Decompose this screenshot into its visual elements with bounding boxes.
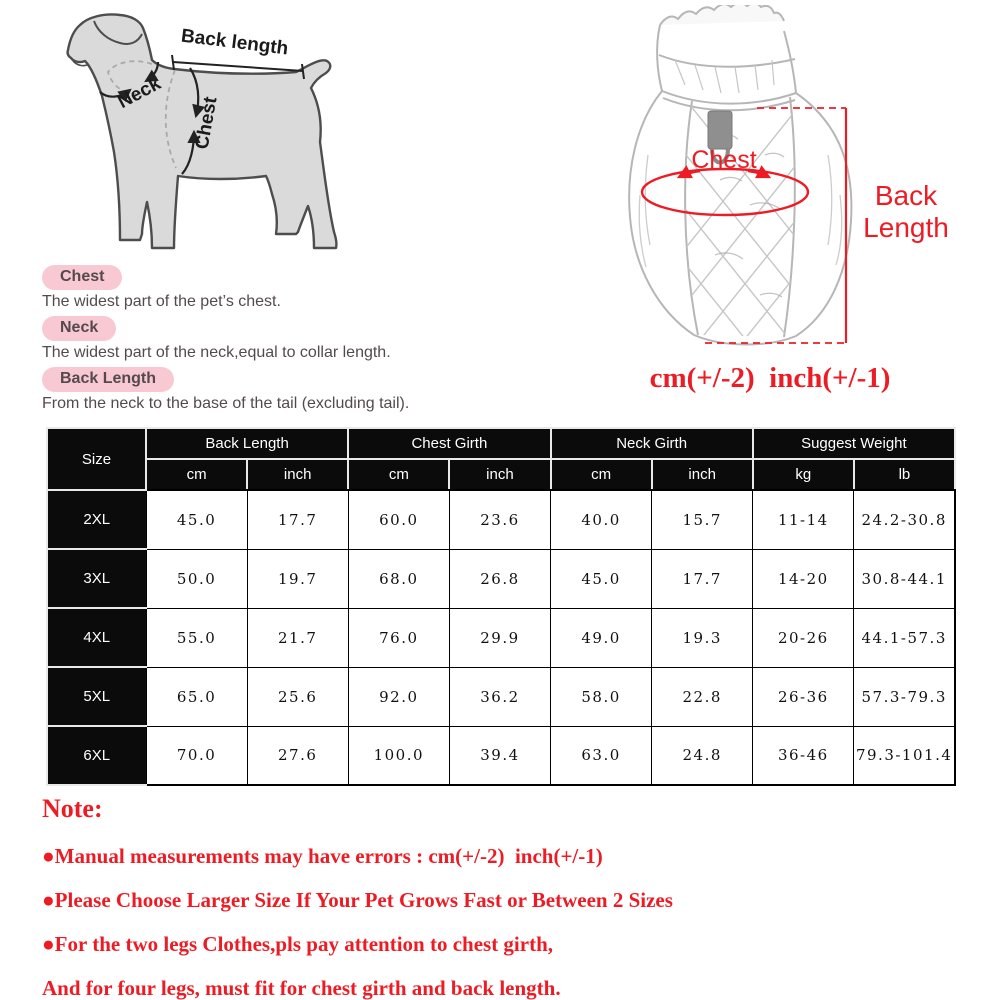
cell: 26.8 [449, 549, 550, 608]
cell: 21.7 [247, 608, 348, 667]
cell: 40.0 [551, 490, 652, 549]
table-row-5xl [47, 667, 955, 726]
cell: 60.0 [348, 490, 449, 549]
cell: 76.0 [348, 608, 449, 667]
neck-term-pill: Neck [42, 316, 116, 341]
tolerance-note: cm(+/-2) inch(+/-1) [649, 362, 891, 394]
definition-back-length [42, 367, 562, 412]
cell: 24.8 [652, 726, 753, 785]
cell: 19.3 [652, 608, 753, 667]
jacket-outline [629, 5, 851, 344]
cell: 100.0 [348, 726, 449, 785]
note-item-choose-larger: ●Please Choose Larger Size If Your Pet Grows Fast or Between 2 Sizes [42, 888, 673, 912]
cell: 36-46 [753, 726, 854, 785]
unit-header: kg [753, 459, 854, 490]
table-unit-header-row [47, 459, 955, 490]
cell: 45.0 [146, 490, 247, 549]
back-length-group-header: Back Length [146, 428, 348, 459]
definition-neck [42, 316, 562, 361]
cell: 26-36 [753, 667, 854, 726]
cell: 45.0 [551, 549, 652, 608]
table-row-6xl [47, 726, 955, 785]
dog-chest-label: Chest [191, 95, 222, 151]
table-row-3xl [47, 549, 955, 608]
note-item-two-legs: ●For the two legs Clothes,pls pay attention to chest girth, [42, 932, 554, 956]
cell: 58.0 [551, 667, 652, 726]
dog-measurement-diagram [28, 6, 388, 266]
cell: 22.8 [652, 667, 753, 726]
jacket-diagram [600, 5, 960, 360]
jacket-back-length-label-line2: Length [863, 212, 949, 243]
definition-chest [42, 265, 562, 310]
neck-definition-text: The widest part of the neck,equal to collar length. [42, 344, 391, 361]
unit-header: inch [247, 459, 348, 490]
cell: 17.7 [652, 549, 753, 608]
chest-definition-text: The widest part of the pet’s chest. [42, 293, 281, 310]
cell: 30.8-44.1 [854, 549, 955, 608]
cell: 17.7 [247, 490, 348, 549]
size-label: 4XL [47, 608, 146, 667]
cell: 70.0 [146, 726, 247, 785]
cell: 68.0 [348, 549, 449, 608]
cell: 25.6 [247, 667, 348, 726]
cell: 57.3-79.3 [854, 667, 955, 726]
table-group-header-row [47, 428, 955, 459]
cell: 19.7 [247, 549, 348, 608]
cell: 92.0 [348, 667, 449, 726]
cell: 55.0 [146, 608, 247, 667]
jacket-back-length-label-line1: Back [874, 180, 938, 211]
table-row-4xl [47, 608, 955, 667]
note-item-four-legs: And for four legs, must fit for chest girth and back length. [42, 976, 561, 1000]
note-item-measurement-error: ●Manual measurements may have errors : cm(+/-2) inch(+/-1) [42, 844, 603, 868]
cell: 39.4 [449, 726, 550, 785]
dog-neck-label: Neck [114, 73, 165, 114]
size-label: 5XL [47, 667, 146, 726]
cell: 36.2 [449, 667, 550, 726]
jacket-chest-label: Chest [691, 146, 757, 174]
cell: 65.0 [146, 667, 247, 726]
cell: 44.1-57.3 [854, 608, 955, 667]
cell: 15.7 [652, 490, 753, 549]
back-length-term-pill: Back Length [42, 367, 174, 392]
unit-header: cm [348, 459, 449, 490]
size-label: 2XL [47, 490, 146, 549]
chest-term-pill: Chest [42, 265, 122, 290]
table-row-2xl [47, 490, 955, 549]
cell: 50.0 [146, 549, 247, 608]
suggest-weight-group-header: Suggest Weight [753, 428, 955, 459]
neck-girth-group-header: Neck Girth [551, 428, 753, 459]
back-length-definition-text: From the neck to the base of the tail (excluding tail). [42, 395, 410, 412]
cell: 27.6 [247, 726, 348, 785]
cell: 23.6 [449, 490, 550, 549]
chest-girth-annotation [642, 169, 808, 215]
size-label: 3XL [47, 549, 146, 608]
unit-header: inch [652, 459, 753, 490]
cell: 79.3-101.4 [854, 726, 955, 785]
unit-header: cm [551, 459, 652, 490]
cell: 14-20 [753, 549, 854, 608]
cell: 20-26 [753, 608, 854, 667]
cell: 49.0 [551, 608, 652, 667]
size-column-header: Size [47, 428, 146, 490]
leash-strap [708, 111, 732, 149]
note-heading: Note: [42, 794, 103, 823]
cell: 29.9 [449, 608, 550, 667]
chest-girth-group-header: Chest Girth [348, 428, 550, 459]
cell: 11-14 [753, 490, 854, 549]
cell: 63.0 [551, 726, 652, 785]
size-table [46, 427, 956, 786]
size-label: 6XL [47, 726, 146, 785]
unit-header: lb [854, 459, 955, 490]
notes-section [42, 794, 972, 1000]
unit-header: inch [449, 459, 550, 490]
dog-back-length-label: Back length [179, 25, 290, 60]
unit-header: cm [146, 459, 247, 490]
cell: 24.2-30.8 [854, 490, 955, 549]
